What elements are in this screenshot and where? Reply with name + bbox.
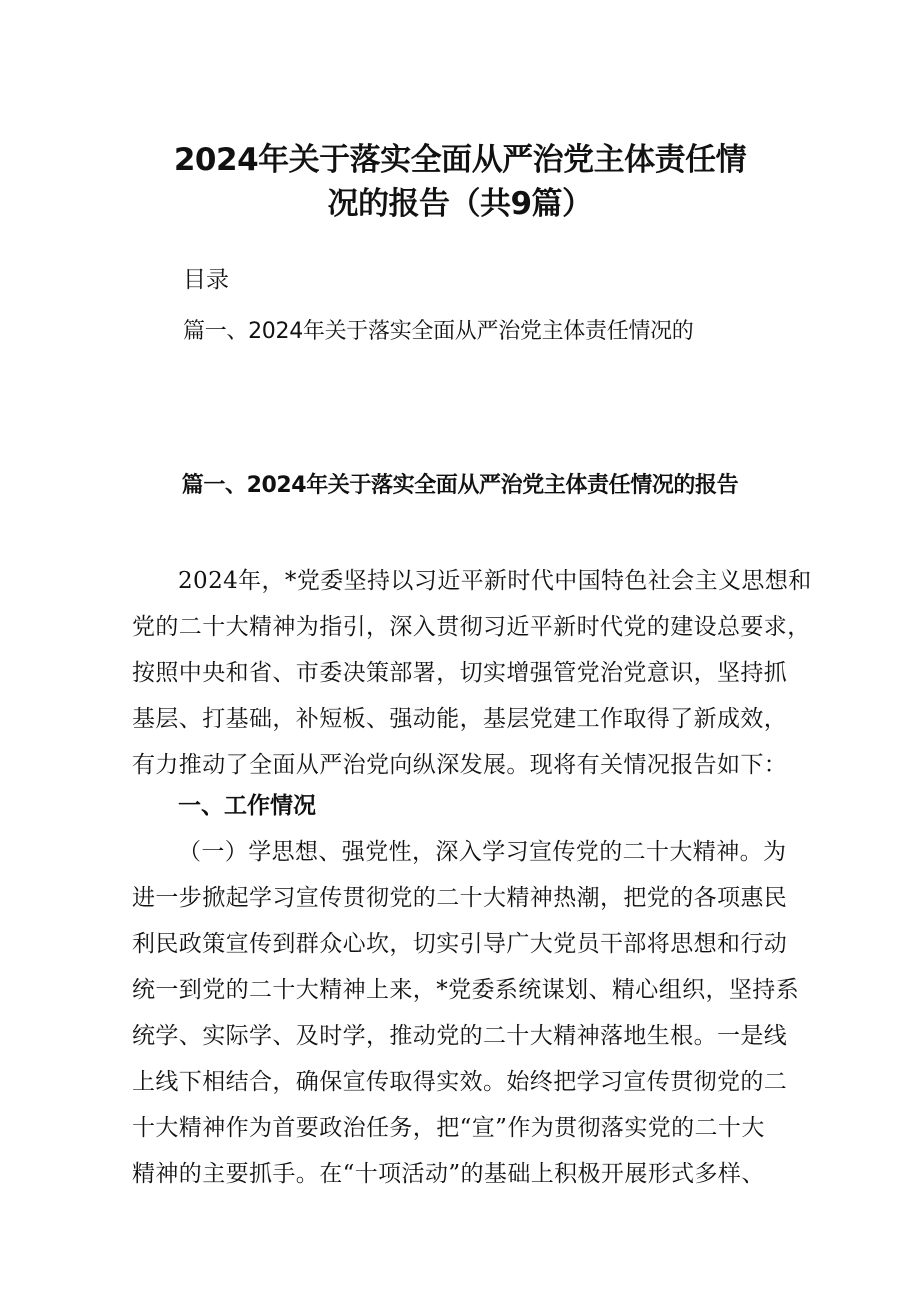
toc-item-1[interactable]: 篇一、2024年关于落实全面从严治党主体责任情况的 xyxy=(183,319,694,344)
work-paragraph xyxy=(132,829,800,1197)
paragraph-line: （一）学思想、强党性，深入学习宣传党的二十大精神。为 xyxy=(178,839,787,865)
intro-paragraph xyxy=(132,558,812,788)
paragraph-line: 利民政策宣传到群众心坎，切实引导广大党员干部将思想和行动 xyxy=(132,931,788,957)
toc-heading: 目录 xyxy=(183,267,229,293)
paragraph-line: 上线下相结合，确保宣传取得实效。始终把学习宣传贯彻党的二 xyxy=(132,1069,788,1095)
intro-line: 按照中央和省、市委决策部署，切实增强管党治党意识，坚持抓 xyxy=(132,660,788,686)
paragraph-line: 统学、实际学、及时学，推动党的二十大精神落地生根。一是线 xyxy=(132,1023,788,1049)
section-title: 篇一、2024年关于落实全面从严治党主体责任情况的报告 xyxy=(181,473,739,498)
intro-line: 有力推动了全面从严治党向纵深发展。现将有关情况报告如下： xyxy=(132,752,788,778)
intro-line: 2024年，*党委坚持以习近平新时代中国特色社会主义思想和 xyxy=(178,568,812,594)
intro-line: 基层、打基础，补短板、强动能，基层党建工作取得了新成效， xyxy=(132,706,788,732)
paragraph-line: 进一步掀起学习宣传贯彻党的二十大精神热潮，把党的各项惠民 xyxy=(132,885,788,911)
paragraph-line: 精神的主要抓手。在“十项活动”的基础上积极开展形式多样、 xyxy=(132,1161,765,1187)
document-title-line-2: 况的报告（共9篇） xyxy=(327,186,593,222)
heading-work-status: 一、工作情况 xyxy=(178,793,316,819)
paragraph-line: 统一到党的二十大精神上来，*党委系统谋划、精心组织，坚持系 xyxy=(132,977,800,1003)
paragraph-line: 十大精神作为首要政治任务，把“宣”作为贯彻落实党的二十大 xyxy=(132,1115,765,1141)
intro-line: 党的二十大精神为指引，深入贯彻习近平新时代党的建设总要求， xyxy=(132,614,811,640)
document-title-line-1: 2024年关于落实全面从严治党主体责任情 xyxy=(173,142,747,178)
